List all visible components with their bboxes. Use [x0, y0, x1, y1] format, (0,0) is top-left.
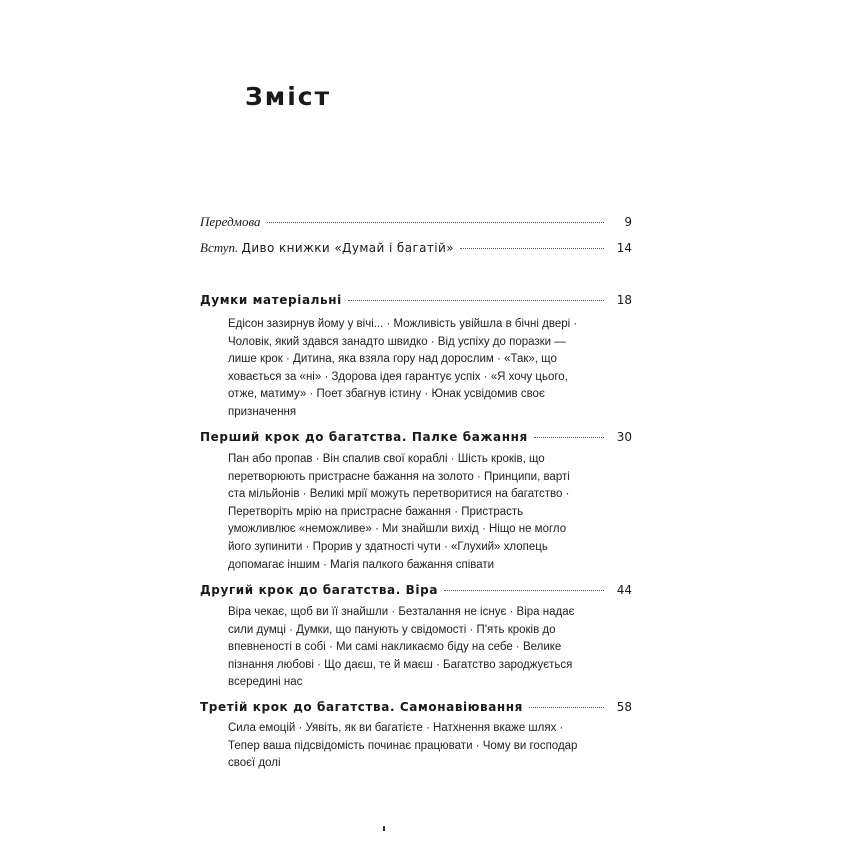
toc-subtopics	[228, 604, 590, 692]
subtopic-line: уможливлює «неможливе» · Ми знайшли вихід · Ніщо не могло	[228, 523, 567, 536]
subtopic-line: Перетворіть мрію на пристрасне бажання · Пристрасть	[228, 505, 524, 518]
toc-entry-prefix: Вступ.	[200, 240, 239, 255]
subtopic-line: допомагає іншим · Магія палкого бажання співати	[228, 558, 495, 571]
leader-dots	[348, 300, 604, 301]
leader-dots	[460, 248, 604, 249]
toc-entry-label-group	[200, 240, 454, 256]
subtopic-line: Сила емоцій · Уявіть, як ви багатієте · Натхнення вкаже шлях ·	[228, 722, 564, 734]
leader-dots	[267, 222, 604, 223]
page-number: 14	[616, 241, 632, 255]
page-number: 9	[624, 215, 632, 229]
toc-entry-chapter-4[interactable]	[200, 700, 632, 714]
leader-dots	[529, 707, 604, 708]
page-title: Зміст	[245, 82, 332, 111]
subtopic-line: ста мільйонів · Великі мрії можуть перетворитися на багатство ·	[228, 488, 570, 501]
subtopic-line: лише крок · Дитина, яка взяла гору над дорослим · «Так», що	[228, 353, 557, 366]
subtopic-line: всередині нас	[228, 676, 303, 689]
page-number: 30	[616, 430, 632, 444]
toc-subtopics	[228, 316, 590, 422]
toc-entry-introduction[interactable]	[200, 240, 632, 256]
subtopic-line: отже, матиму» · Поет збагнув істину · Юнак усвідомив своє	[228, 388, 545, 401]
toc-entry-label: Третій крок до багатства. Самонавіювання	[200, 700, 523, 714]
subtopic-line: Тепер ваша підсвідомість починає працювати · Чому ви господар	[228, 739, 578, 752]
leader-dots	[534, 437, 604, 438]
subtopic-line: Віра чекає, щоб ви її знайшли · Безталання не існує · Віра надає	[228, 606, 575, 618]
toc-entry-chapter-1[interactable]	[200, 293, 632, 307]
page-number: 44	[616, 583, 632, 597]
subtopic-line: Пан або пропав · Він спалив свої кораблі · Шість кроків, що	[228, 453, 545, 465]
subtopic-line: пізнання любові · Що даєш, те й маєш · Багатство зароджується	[228, 658, 573, 671]
subtopic-line: Едісон зазирнув йому у вічі... · Можливість увійшла в бічні двері ·	[228, 318, 578, 330]
subtopic-line: сили думці · Думки, що панують у свідомості · П'ять кроків до	[228, 623, 556, 636]
page-number: 18	[616, 293, 632, 307]
toc-entry-label: Диво книжки «Думай і багатій»	[241, 241, 454, 255]
page-number: 58	[616, 700, 632, 714]
toc-entry-label: Другий крок до багатства. Віра	[200, 583, 439, 597]
toc-entry-label: Передмова	[200, 214, 261, 229]
subtopic-line: Чоловік, який здався занадто швидко · Від успіху до поразки —	[228, 335, 566, 348]
toc-subtopics	[228, 451, 590, 574]
leader-dots	[444, 590, 604, 591]
subtopic-line: впевненості в собі · Ми самі накликаємо біду на себе · Велике	[228, 641, 562, 654]
toc-entry-label: Думки матеріальні	[200, 293, 342, 307]
subtopic-line: своєї долі	[228, 757, 281, 770]
subtopic-line: його зупинити · Прорив у здатності чути · «Глухий» хлопець	[228, 540, 548, 553]
toc-entry-chapter-3[interactable]	[200, 583, 632, 597]
toc-entry-chapter-2[interactable]	[200, 430, 632, 444]
toc-subtopics	[228, 720, 590, 773]
subtopic-line: ховається за «ні» · Здорова ідея гарантує успіх · «Я хочу цього,	[228, 370, 568, 383]
toc-entry-label: Перший крок до багатства. Палке бажання	[200, 430, 528, 444]
subtopic-line: перетворюють пристрасне бажання на золото · Принципи, варті	[228, 470, 570, 483]
subtopic-line: призначення	[228, 405, 297, 418]
toc-entry-foreword[interactable]	[200, 214, 632, 230]
print-mark	[383, 826, 385, 831]
